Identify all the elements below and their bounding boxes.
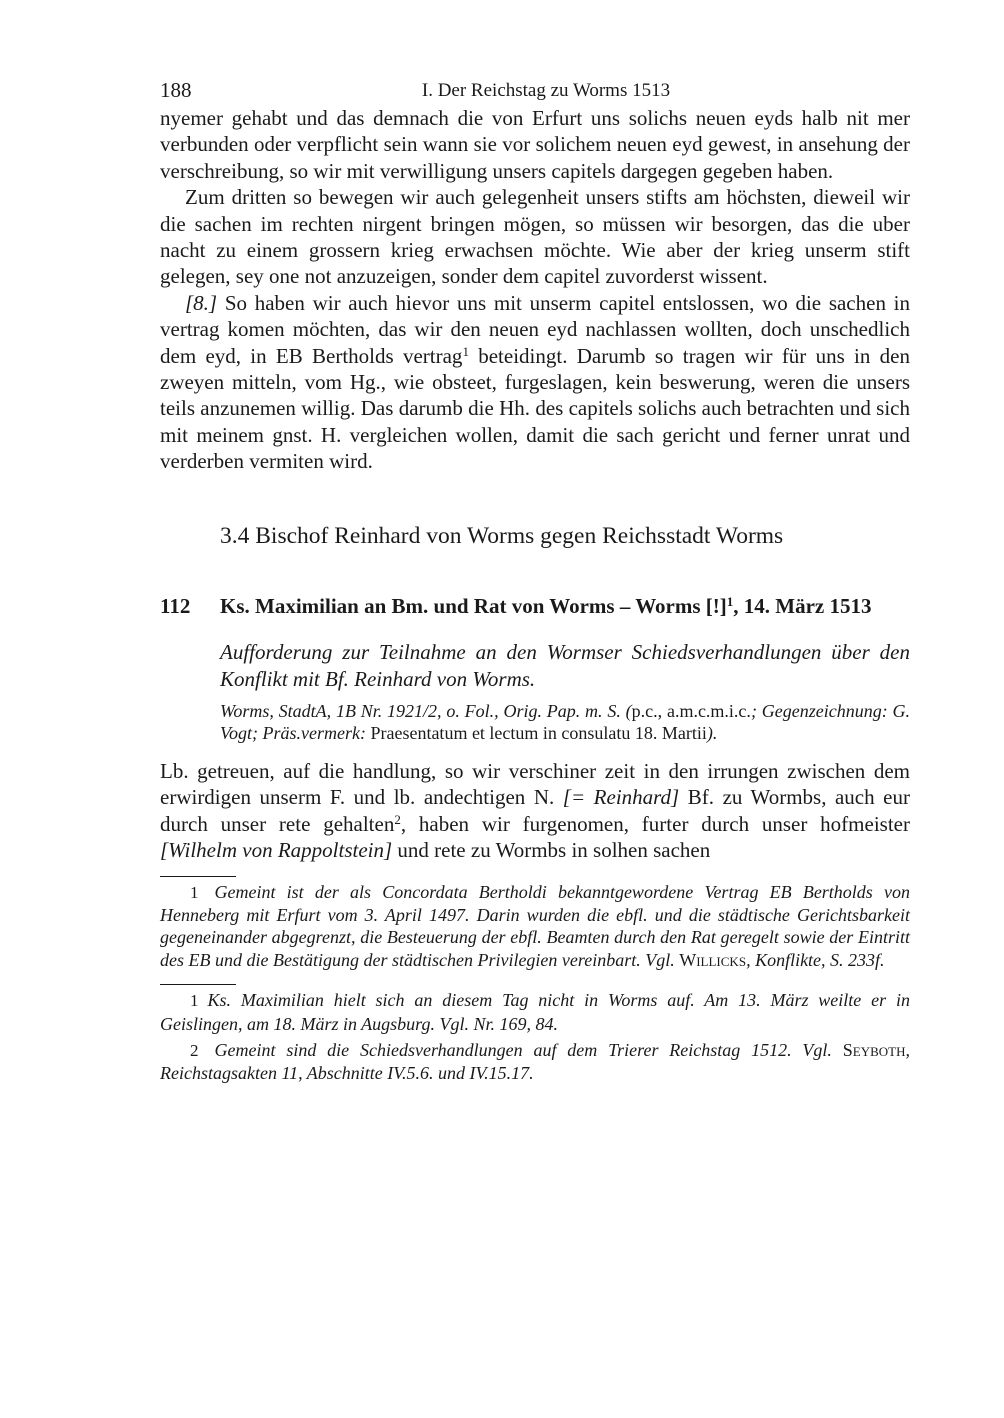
running-title: I. Der Reichstag zu Worms 1513 <box>421 80 671 101</box>
footnote-text: , Konflikte, S. 233f. <box>746 949 885 970</box>
page-number: 188 <box>160 78 192 102</box>
running-head <box>160 78 910 108</box>
footnote-ref: 2 <box>394 811 401 827</box>
footnote-text: , Reichstagsakten 11, Abschnitte IV.5.6. und IV.15.17. <box>160 1039 910 1084</box>
letter-part: , haben wir furgenomen, furter durch unser hofmeister <box>400 811 910 836</box>
footnote-number: 2 <box>190 1040 199 1060</box>
regest: Aufforderung zur Teilnahme an den Wormser Schiedsverhandlungen über den Konflikt mit Bf. Reinhard von Worms. <box>220 640 910 691</box>
footnote-number: 1 <box>190 882 199 902</box>
editorial-insert: [= Reinhard] <box>562 785 680 810</box>
paragraph: nyemer gehabt und das demnach die von Erfurt uns solichs neuen eyds halb nit mer verbunden oder verpflicht sein wann sie vor solichem neuen eyd gewest, in ansehung der verschreibung, so wir mit verwilligung unsers capitels dargegen gegeben haben. <box>160 106 910 183</box>
editorial-insert: [Wilhelm von Rappoltstein] <box>160 838 393 863</box>
title-date: , 14. März 1513 <box>733 593 872 618</box>
paragraph: Zum dritten so bewegen wir auch gelegenheit unsers stifts am höchsten, dieweil wir die sachen im rechten nirgent bringen mögen, so müssen wir besorgen, das die uber nacht zu einem grossern krieg erwachsen möchte. Wie aber der krieg unserm stift gelegen, sey one not anzuzeigen, sonder dem capitel zuvorderst wissent. <box>160 185 910 289</box>
paragraph-text: So haben wir auch hievor uns mit unserm capitel entslossen, wo die sachen in vertrag komen möchten, das wir den neuen eyd nachlassen wollten, doch unschedlich dem eyd, in EB Bertholds vertrag <box>160 290 910 368</box>
footnotes-continued <box>160 876 910 972</box>
footnote-rule <box>160 984 236 985</box>
footnote <box>160 1039 910 1085</box>
source-text: ). <box>706 722 718 743</box>
source-text: a.m.c.m.i.c. <box>666 700 751 721</box>
footnote-text: Gemeint ist der als Concordata Bertholdi bekanntgewordene Vertrag EB Bertholds von Henneberg mit Erfurt vom 3. April 1497. Darin wurden die ebfl. und die städtische Gerichtsbarkeit gegeneinander abgegrenzt, die Besteuerung der ebfl. Beamten durch den Rat geregelt sowie der Eintritt des EB und die Bestätigung der städtischen Privilegien vereinbart. Vgl. <box>160 881 910 970</box>
source-text: ; Gegenzeichnung: G. Vogt; Präs.vermerk: <box>220 700 910 743</box>
footnote-author: Seyboth <box>842 1039 906 1060</box>
letter-part: und rete zu Wormbs in solhen sachen <box>392 838 711 863</box>
footnotes-document <box>160 984 910 1085</box>
source-text: p.c., <box>631 700 667 721</box>
source-text: Praesentatum et lectum in consulatu 18. Martii <box>370 722 707 743</box>
footnote-rule <box>160 876 236 877</box>
footnote <box>160 881 910 972</box>
footnote-number: 1 <box>190 991 199 1011</box>
paragraph <box>160 290 910 475</box>
document-heading <box>160 593 910 619</box>
footnote-ref: 1 <box>462 343 469 359</box>
source-note <box>220 700 910 744</box>
document-title <box>220 593 910 619</box>
title-text: Ks. Maximilian an Bm. und Rat von Worms – Worms [!] <box>220 593 727 618</box>
continued-text <box>160 105 910 475</box>
footnote-text: Gemeint sind die Schiedsverhandlungen auf dem Trierer Reichstag 1512. Vgl. <box>214 1039 843 1060</box>
footnote-author: Willicks <box>679 949 747 970</box>
paragraph-text: beteidingt. Darumb so tragen wir für uns in den zweyen mitteln, vom Hg., wie obsteet, furgeslagen, kein beswerung, weren die unsers teils anzunemen willig. Das darumb die Hh. des capitels solichs auch betrachten und sich mit meinem gnst. H. vergleichen wollen, damit die sach gericht und ferner unrat und verderben vermiten wird. <box>160 343 910 474</box>
source-text: Worms, StadtA, 1B Nr. 1921/2, o. Fol., Orig. Pap. m. S. ( <box>220 700 632 721</box>
footnote <box>160 989 910 1035</box>
document-number: 112 <box>160 593 191 618</box>
letter-text <box>160 758 910 864</box>
section-heading: 3.4 Bischof Reinhard von Worms gegen Reichsstadt Worms <box>220 522 784 549</box>
page <box>160 78 910 1085</box>
paragraph-marker: [8.] <box>185 290 218 315</box>
letter-part: Lb. getreuen, auf die handlung, so wir verschiner zeit in den irrungen zwischen dem erwirdigen unserm F. und lb. andechtigen N. <box>160 758 910 810</box>
footnote-ref: 1 <box>726 593 734 609</box>
footnote-text: Ks. Maximilian hielt sich an diesem Tag nicht in Worms auf. Am 13. März weilte er in Geislingen, am 18. März in Augsburg. Vgl. Nr. 169, 84. <box>160 990 910 1034</box>
letter-part: Bf. zu Wormbs, auch eur durch unser rete gehalten <box>160 785 910 836</box>
